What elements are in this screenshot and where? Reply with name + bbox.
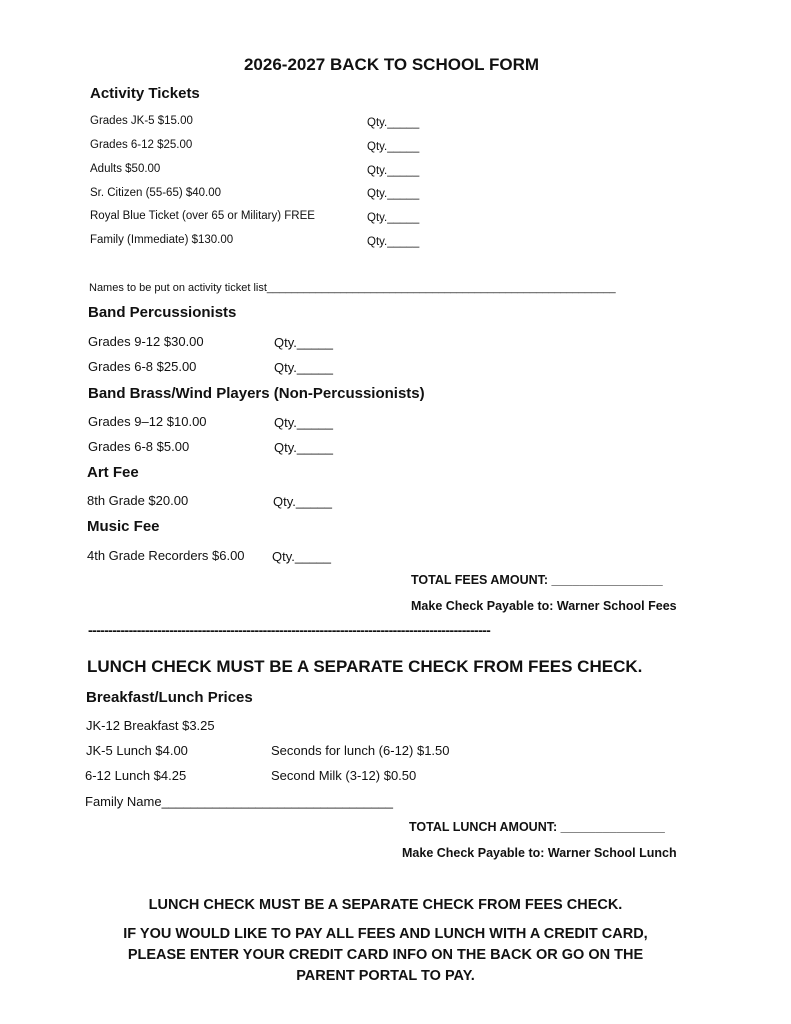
fee-qty-field[interactable]: Qty._____: [273, 494, 333, 509]
section-heading-music: Music Fee: [87, 518, 160, 535]
lunch-payable-note: Make Check Payable to: Warner School Lunch: [402, 846, 677, 860]
ticket-names-field[interactable]: Names to be put on activity ticket list_________________________________________________________: [89, 282, 616, 294]
ticket-qty-field[interactable]: Qty._____: [367, 188, 420, 200]
price-lunch-612: 6-12 Lunch $4.25: [85, 768, 187, 783]
lunch-warning: LUNCH CHECK MUST BE A SEPARATE CHECK FROM FEES CHECK.: [87, 657, 643, 676]
fees-payable-note: Make Check Payable to: Warner School Fees: [411, 599, 677, 613]
price-breakfast: JK-12 Breakfast $3.25: [86, 718, 215, 733]
fee-label: Grades 6-8 $25.00: [88, 359, 197, 374]
fee-qty-field[interactable]: Qty._____: [274, 360, 334, 375]
ticket-label: Family (Immediate) $130.00: [90, 234, 234, 246]
ticket-qty-field[interactable]: Qty._____: [367, 212, 420, 224]
fee-label: 4th Grade Recorders $6.00: [87, 548, 245, 563]
section-heading-brass: Band Brass/Wind Players (Non-Percussionists): [88, 385, 425, 402]
price-lunch-jk5: JK-5 Lunch $4.00: [86, 743, 188, 758]
ticket-label: Adults $50.00: [90, 163, 161, 175]
fee-qty-field[interactable]: Qty._____: [272, 549, 332, 564]
fee-qty-field[interactable]: Qty._____: [274, 415, 334, 430]
ticket-label: Grades 6-12 $25.00: [90, 139, 193, 151]
family-name-field[interactable]: Family Name________________________________: [85, 794, 393, 809]
ticket-label: Royal Blue Ticket (over 65 or Military) FREE: [90, 210, 315, 222]
fee-label: Grades 6-8 $5.00: [88, 439, 190, 454]
footer-line-4: PARENT PORTAL TO PAY.: [296, 968, 475, 984]
ticket-qty-field[interactable]: Qty._____: [367, 141, 420, 153]
cut-line-divider: ---------------------------------------------------------------------------------------------------: [88, 622, 491, 638]
fees-total-field[interactable]: TOTAL FEES AMOUNT: ________________: [411, 573, 663, 587]
ticket-qty-field[interactable]: Qty._____: [367, 165, 420, 177]
section-heading-percussion: Band Percussionists: [88, 304, 237, 321]
footer-line-3: PLEASE ENTER YOUR CREDIT CARD INFO ON THE BACK OR GO ON THE: [127, 947, 644, 963]
fee-label: 8th Grade $20.00: [87, 493, 189, 508]
section-heading-prices: Breakfast/Lunch Prices: [86, 689, 253, 706]
fee-qty-field[interactable]: Qty._____: [274, 440, 334, 455]
section-heading-activity: Activity Tickets: [90, 85, 200, 102]
fee-qty-field[interactable]: Qty._____: [274, 335, 334, 350]
ticket-label: Sr. Citizen (55-65) $40.00: [90, 187, 222, 199]
price-milk: Second Milk (3-12) $0.50: [271, 768, 417, 783]
footer-line-2: IF YOU WOULD LIKE TO PAY ALL FEES AND LUNCH WITH A CREDIT CARD,: [123, 926, 648, 942]
ticket-label: Grades JK-5 $15.00: [90, 115, 193, 127]
section-heading-art: Art Fee: [87, 464, 139, 481]
price-seconds: Seconds for lunch (6-12) $1.50: [271, 743, 450, 758]
ticket-qty-field[interactable]: Qty._____: [367, 236, 420, 248]
fee-label: Grades 9–12 $10.00: [88, 414, 207, 429]
lunch-total-field[interactable]: TOTAL LUNCH AMOUNT: _______________: [409, 820, 665, 834]
ticket-qty-field[interactable]: Qty._____: [367, 117, 420, 129]
footer-line-1: LUNCH CHECK MUST BE A SEPARATE CHECK FROM FEES CHECK.: [148, 897, 623, 913]
page-title: 2026-2027 BACK TO SCHOOL FORM: [243, 55, 540, 74]
fee-label: Grades 9-12 $30.00: [88, 334, 204, 349]
